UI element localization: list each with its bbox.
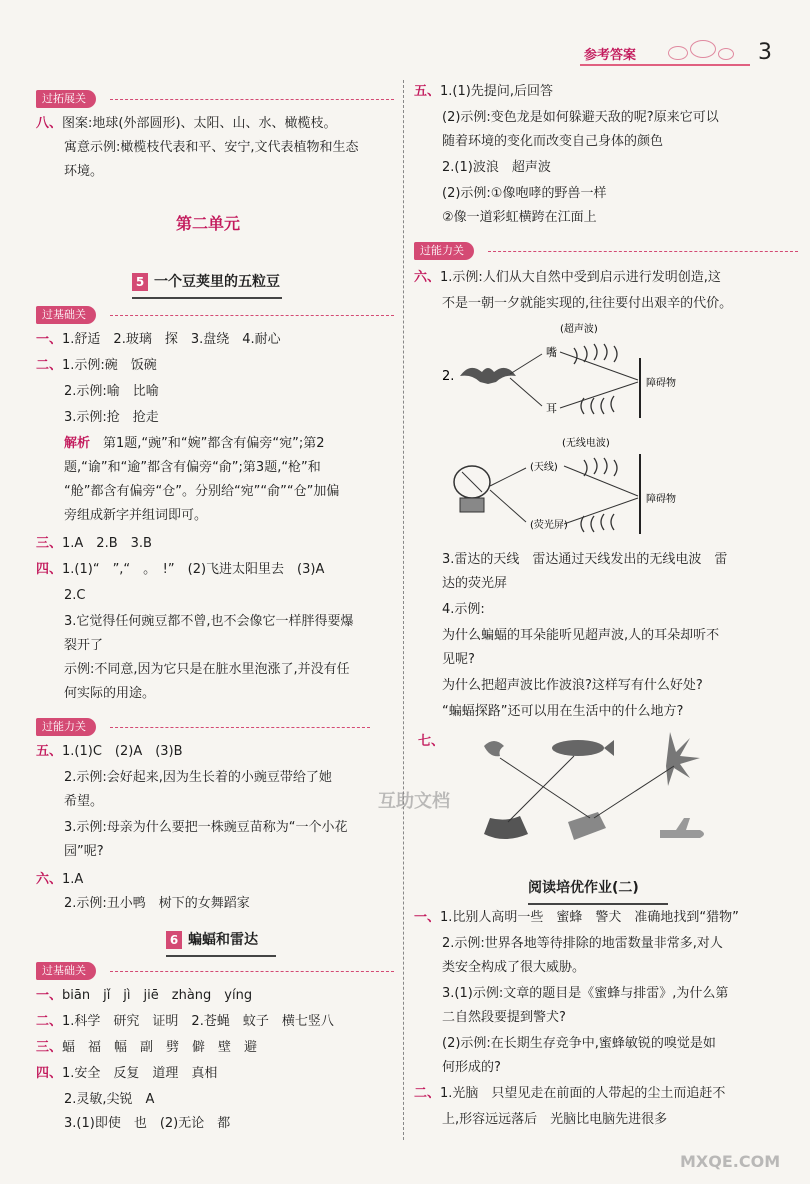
section-tag-rule [488,251,798,253]
analysis-line: “舱”都含有偏旁“仓”。分别给“宛”“俞”“仓”加偏 [64,484,340,499]
signal-line [490,490,526,522]
answer-text: 1.示例:人们从大自然中受到启示进行发明创造,这 [440,270,721,285]
section-tag-rule [110,971,394,973]
corner-watermark: MXQE.COM [680,1152,781,1171]
signal-line [560,352,638,380]
q-label: 一、 [36,332,63,347]
r6b-line: “蝙蝠探路”还可以用在生活中的什么地方? [442,704,684,719]
r5-line: (2)示例:①像咆哮的野兽一样 [442,186,607,201]
lesson-title [166,928,276,953]
signal-line [510,378,542,406]
answer-text: 1.比别人高明一些 蜜蜂 警犬 准确地找到“猎物” [440,910,739,925]
rr1-line: 3.(1)示例:文章的题目是《蜜蜂与排雷》,为什么第 [442,986,729,1001]
bat-icon [460,368,516,384]
rr1-line [414,906,739,931]
q-label: 一、 [414,910,441,925]
left-column [0,0,400,1184]
ultrasonic-waves [574,344,617,414]
r6b-line: 见呢? [442,652,475,667]
answer-text: 1.安全 反复 道理 真相 [62,1066,218,1081]
analysis-line [64,432,324,457]
unit-title: 第二单元 [176,214,241,233]
obstacle-label: 障碍物 [646,378,676,389]
answer-text: 1.(1)先提问,后回答 [440,84,553,99]
q-label: 二、 [36,1014,63,1029]
r5-line: 2.(1)波浪 超声波 [442,160,551,175]
q5-line: 希望。 [64,794,104,809]
analysis-line: 题,“谕”和“逾”都含有偏旁“俞”;第3题,“枪”和 [64,460,321,475]
q8-line [36,112,337,137]
right-column [378,0,810,1184]
reading-name: 阅读培优作业(二) [528,880,639,896]
diagram-number: 2. [442,369,455,384]
r6b-line: 4.示例: [442,602,485,617]
answer-text: 蝠 福 幅 副 劈 僻 壁 避 [62,1040,258,1055]
signal-line [490,468,526,486]
section-tag: 过基础关 [36,306,96,324]
r6-line [414,266,721,291]
analysis-text: 第1题,“豌”和“婉”都含有偏旁“宛”;第2 [90,436,325,451]
q5-line: 3.示例:母亲为什么要把一株豌豆苗称为“一个小花 [64,820,348,835]
q6-line: 2.示例:丑小鸭 树下的女舞蹈家 [64,896,250,911]
r6b-line: 为什么把超声波比作波浪?这样写有什么好处? [442,678,703,693]
fish-icon [552,740,614,756]
answer-text: 1.A [62,872,84,887]
bat-echolocation-diagram [434,318,694,428]
obstacle-label: 障碍物 [646,494,676,505]
q2-line: 2.示例:喻 比喻 [64,384,159,399]
q4-line [36,558,324,583]
p2-line [36,1010,334,1035]
q-label: 二、 [36,358,63,373]
signal-line [510,354,542,374]
antenna-label: (天线) [530,462,558,473]
radar-dish-icon [454,466,490,512]
watermark-text: 互助文档 [378,791,450,812]
r6b-line: 为什么蝙蝠的耳朵能听见超声波,人的耳朵却听不 [442,628,720,643]
leaf-plant-icon [666,732,700,786]
q-label: 五、 [414,84,441,99]
r5-line: ②像一道彩虹横跨在江面上 [442,210,597,225]
rr1-line: 类安全构成了很大威胁。 [442,960,586,975]
p4-line [36,1062,217,1087]
q2-line [36,354,157,379]
q-label: 四、 [36,562,63,577]
q-label: 五、 [36,744,63,759]
r5-line: 随着环境的变化而改变自己身体的颜色 [442,134,664,149]
boat-icon [484,816,528,839]
airplane-icon [660,818,704,838]
answer-text: 1.(1)“ ”,“ 。 !” (2)飞进太阳里去 (3)A [62,562,325,577]
answer-text: 1.科学 研究 证明 2.苍蝇 蚊子 横七竖八 [62,1014,334,1029]
signal-line [564,466,638,496]
section-tag-rule [110,727,370,729]
q8-line: 环境。 [64,164,104,179]
p4-line: 3.(1)即使 也 (2)无论 都 [64,1116,231,1131]
screen-label: (荧光屏) [530,520,568,531]
radio-waves [581,458,617,532]
p1-line [36,984,252,1009]
r6-line: 不是一朝一夕就能实现的,往往要付出艰辛的代价。 [442,296,733,311]
lesson-underline [132,297,282,299]
q3-line [36,532,152,557]
q5-line: 园”呢? [64,844,104,859]
q5-line [36,740,183,765]
q-label: 六、 [414,270,441,285]
wave-label: (超声波) [560,324,598,335]
rr2-line: 上,形容远远落后 光脑比电脑先进很多 [442,1112,668,1127]
section-tag: 过能力关 [36,718,96,736]
r5-line: (2)示例:变色龙是如何躲避天敌的呢?原来它可以 [442,110,719,125]
rr1-line: 二自然段要提到警犬? [442,1010,566,1025]
lesson-underline [166,955,276,957]
section-tag-rule [110,99,394,101]
q-label: 三、 [36,1040,63,1055]
q-label: 三、 [36,536,63,551]
q4-line: 裂开了 [64,638,104,653]
answer-text: 图案:地球(外部圆形)、太阳、山、水、橄榄枝。 [62,116,337,131]
reading-title [528,876,668,901]
matching-diagram [464,726,724,856]
lesson-number: 5 [132,273,148,291]
section-tag: 过基础关 [36,962,96,980]
analysis-label: 解析 [64,436,91,451]
q-label: 四、 [36,1066,63,1081]
match-line [500,758,590,818]
q4-line: 2.C [64,588,86,603]
r6b-line: 达的荧光屏 [442,576,508,591]
lesson-number: 6 [166,931,182,949]
answer-text: biān jǐ jì jiē zhàng yíng [62,988,253,1003]
answer-text: 1.A 2.B 3.B [62,536,152,551]
q-label: 一、 [36,988,63,1003]
q2-line: 3.示例:抢 抢走 [64,410,159,425]
lesson-name: 一个豆荚里的五粒豆 [154,274,280,290]
p4-line: 2.灵敏,尖锐 A [64,1092,155,1107]
rr1-line: (2)示例:在长期生存竞争中,蜜蜂敏锐的嗅觉是如 [442,1036,716,1051]
match-line [508,756,574,822]
q-label: 二、 [414,1086,441,1101]
page-number: 3 [758,40,772,65]
lesson-name: 蝙蝠和雷达 [188,932,258,948]
header-label: 参考答案 [584,48,637,63]
q7-label: 七、 [418,734,445,749]
wave-label: (无线电波) [562,438,610,449]
r6b-line: 3.雷达的天线 雷达通过天线发出的无线电波 雷 [442,552,728,567]
q-label: 八、 [36,116,63,131]
radar-diagram [434,434,694,544]
section-tag-rule [110,315,394,317]
rr1-line: 2.示例:世界各地等待排除的地雷数量非常多,对人 [442,936,723,951]
answer-text: 1.示例:碗 饭碗 [62,358,157,373]
analysis-line: 旁组成新字并组词即可。 [64,508,208,523]
q1-line [36,328,281,353]
answer-text: 1.舒适 2.玻璃 探 3.盘绕 4.耐心 [62,332,281,347]
bird-icon [484,741,504,756]
signal-line [560,382,638,408]
answer-text: 1.(1)C (2)A (3)B [62,744,183,759]
q8-line: 寓意示例:橄榄枝代表和平、安宁,文代表植物和生态 [64,140,359,155]
q4-line: 何实际的用途。 [64,686,156,701]
lesson-title [132,270,282,295]
q-label: 六、 [36,872,63,887]
section-tag: 过拓展关 [36,90,96,108]
q5-line: 2.示例:会好起来,因为生长着的小豌豆带给了她 [64,770,332,785]
section-tag: 过能力关 [414,242,474,260]
q6-line [36,868,83,893]
p3-line [36,1036,257,1061]
rr2-line [414,1082,725,1107]
rr1-line: 何形成的? [442,1060,501,1075]
r5-line [414,80,553,105]
ear-label: 耳 [546,402,557,415]
reading-underline [528,903,668,905]
q4-line: 示例:不同意,因为它只是在脏水里泡涨了,并没有任 [64,662,350,677]
match-line [594,766,674,818]
q4-line: 3.它觉得任何豌豆都不曾,也不会像它一样胖得要爆 [64,614,354,629]
mouth-label: 嘴 [546,346,557,359]
answer-text: 1.光脑 只望见走在前面的人带起的尘土而追赶不 [440,1086,726,1101]
